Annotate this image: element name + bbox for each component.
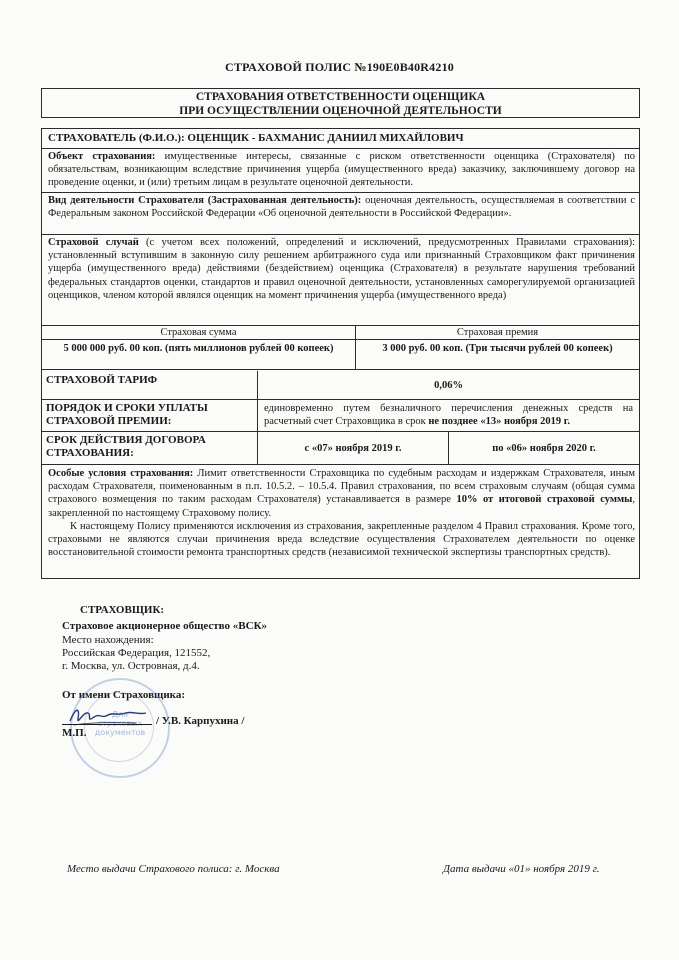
signatory-name: / У.В. Карпухина / xyxy=(156,715,245,727)
payment-label: ПОРЯДОК И СРОКИ УПЛАТЫ СТРАХОВОЙ ПРЕМИИ: xyxy=(42,400,258,432)
sum-header: Страховая сумма xyxy=(42,326,356,340)
term-from: с «07» ноября 2019 г. xyxy=(258,432,449,465)
object-text: имущественные интересы, связанные с риском ответственности оценщика (Страхователя) по обязательствам, возникающим вследствие причинения ущерба (имущественного вреда) заказчику, заключившему договор на проведение оценки, и (или) третьим лицам в результате оценочной деятельности. xyxy=(48,151,636,189)
special-text-2: , закрепленной по настоящему Страховому полису. xyxy=(48,494,635,519)
insured-text: СТРАХОВАТЕЛЬ (Ф.И.О.): ОЦЕНЩИК - БАХМАНИС ДАНИИЛ МИХАЙЛОВИЧ xyxy=(48,132,464,144)
object-section xyxy=(42,149,639,193)
on-behalf-label: От имени Страховщика: xyxy=(62,689,186,701)
insurer-heading: СТРАХОВЩИК: xyxy=(80,604,165,616)
special-conditions-section xyxy=(42,465,639,578)
tariff-value: 0,06% xyxy=(258,371,639,400)
term-row xyxy=(42,432,639,465)
special-text-1: Лимит ответственности Страховщика по судебным расходам и издержкам Страхователя, иным расходам Страхователя, поименованным в п.п. 10.5.2. – 10.5.4. Правил страхования, по всем страховым случаям (общая сумма страхового возмещения по таким расходам Страхователя) устанавливается в размере xyxy=(48,468,635,506)
policy-subtitle xyxy=(41,88,640,118)
insurer-address-1: Российская Федерация, 121552, xyxy=(62,647,211,659)
stamp-text: Для страховых документов xyxy=(94,710,146,737)
object-label: Объект страхования: xyxy=(48,151,156,162)
term-label: СРОК ДЕЙСТВИЯ ДОГОВОРА СТРАХОВАНИЯ: xyxy=(42,432,258,465)
policy-title: СТРАХОВОЙ ПОЛИС №190Е0В40R4210 xyxy=(225,60,454,74)
special-para-2: К настоящему Полису применяются исключения из страхования, закрепленные разделом 4 Правил страхования. Кроме того, страховыми не являются случаи причинения вреда вследствие осуществления Страхователем деятельности по оценке восстановительной стоимости ремонта транспортных средств (независимой технической экспертизы транспортных средств). xyxy=(48,520,635,559)
activity-label: Вид деятельности Страхователя (Застрахованная деятельность): xyxy=(48,195,362,206)
event-text: (с учетом всех положений, определений и исключений, предусмотренных Правилами страхования): установленный вступившим в законную силу решением арбитражного суда или признанный Страховщиком факт причинения ущерба (имущественного вреда) действиями (бездействием) оценщика (Страхователя) в результате нарушения требований федеральных стандартов оценки, стандартов и правил оценочной деятельности, установленных саморегулируемой организацией оценщиков, членом которой являлся оценщик на момент причинения ущерба (имущественного вреда) xyxy=(48,237,635,301)
tariff-label: СТРАХОВОЙ ТАРИФ xyxy=(42,371,258,400)
payment-terms xyxy=(258,400,639,432)
insurer-name: Страховое акционерное общество «ВСК» xyxy=(62,620,268,632)
event-label: Страховой случай xyxy=(48,237,139,248)
mp-label: М.П. xyxy=(62,727,87,739)
activity-section xyxy=(42,193,639,235)
subtitle-line-1: СТРАХОВАНИЯ ОТВЕТСТВЕННОСТИ ОЦЕНЩИКА xyxy=(195,91,486,103)
special-bold: 10% от итоговой страховой суммы xyxy=(456,494,633,506)
tariff-row xyxy=(42,371,639,400)
payment-text: единовременно путем безналичного перечисления денежных средств на расчетный счет Страховщика в срок xyxy=(264,403,633,427)
insured-event-section xyxy=(42,235,639,325)
policy-terms-box xyxy=(41,128,640,579)
payment-deadline: не позднее «13» ноября 2019 г. xyxy=(428,416,570,427)
sum-value: 5 000 000 руб. 00 коп. (пять миллионов рублей 00 копеек) xyxy=(42,340,356,370)
insured-row xyxy=(42,129,639,149)
activity-text: оценочная деятельность, осуществляемая в соответствии с Федеральным законом Российской Федерации «Об оценочной деятельности в Российской Федерации». xyxy=(48,195,635,220)
insurer-location-label: Место нахождения: xyxy=(62,634,154,646)
issue-date: Дата выдачи «01» ноября 2019 г. xyxy=(443,863,600,875)
insurer-address-2: г. Москва, ул. Островная, д.4. xyxy=(62,660,200,672)
subtitle-line-2: ПРИ ОСУЩЕСТВЛЕНИИ ОЦЕНОЧНОЙ ДЕЯТЕЛЬНОСТИ xyxy=(179,105,502,117)
payment-row xyxy=(42,400,639,432)
special-para-1 xyxy=(48,467,635,520)
issue-place: Место выдачи Страхового полиса: г. Москва xyxy=(67,863,280,875)
premium-header: Страховая премия xyxy=(356,326,639,340)
term-to: по «06» ноября 2020 г. xyxy=(449,432,639,465)
premium-value: 3 000 руб. 00 коп. (Три тысячи рублей 00 копеек) xyxy=(356,340,639,370)
signature-line xyxy=(62,724,152,725)
sum-premium-table xyxy=(42,325,639,372)
special-label: Особые условия страхования: xyxy=(48,468,194,479)
